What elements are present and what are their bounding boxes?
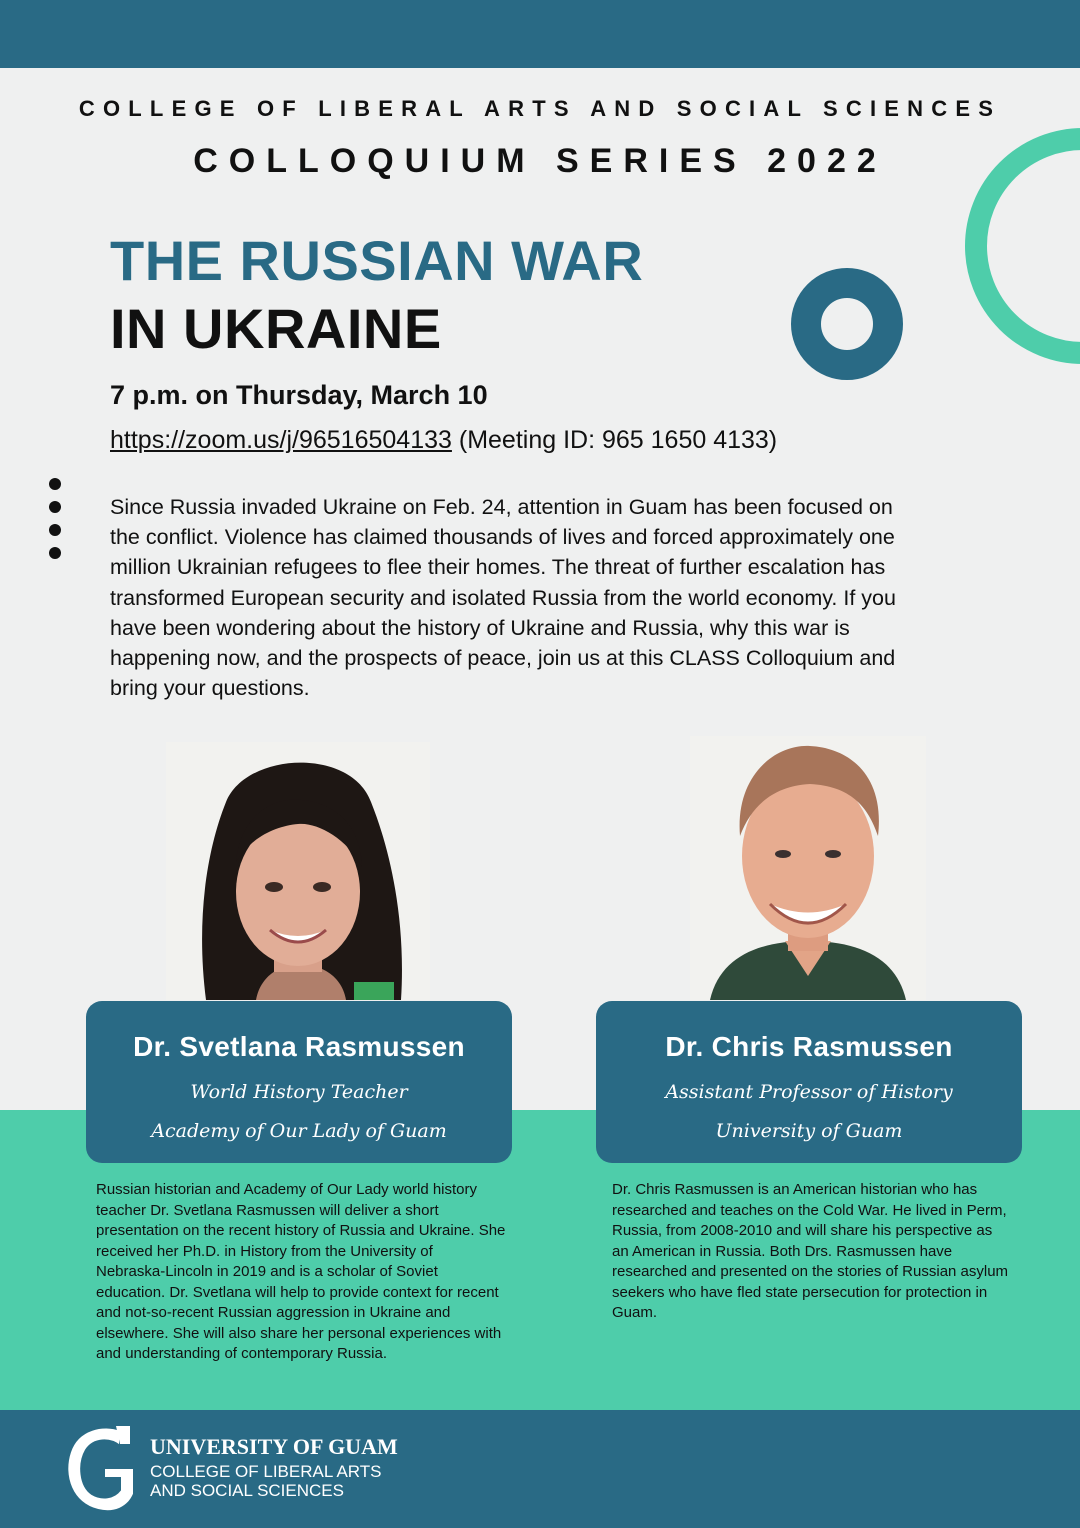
footer-college (150, 1462, 381, 1500)
speaker-name: Dr. Chris Rasmussen (665, 1031, 953, 1062)
speaker-photo-svetlana (166, 742, 430, 1000)
speaker-card-chris (596, 1001, 1022, 1163)
meeting-id: (Meeting ID: 965 1650 4133) (458, 426, 778, 454)
event-time: 7 p.m. on Thursday, March 10 (110, 380, 488, 410)
footer-college-line1: COLLEGE OF LIBERAL ARTS (150, 1462, 382, 1481)
speaker-bio-svetlana: Russian historian and Academy of Our Lady world history teacher Dr. Svetlana Rasmussen will deliver a short presentation on the recent history of Russia and Ukraine. She received her Ph.D. in History from the University of Nebraska-Lincoln in 2019 and is a scholar of Soviet education. Dr. Svetlana will help to provide context for recent and not-so-recent Russian aggression in Ukraine and elsewhere. She will also share her personal experiences with and understanding of contemporary Russia. (96, 1181, 506, 1362)
university-logo-icon (64, 1424, 138, 1519)
zoom-line (110, 426, 777, 455)
speaker-role-line2: University of Guam (715, 1120, 903, 1142)
speaker-card-svetlana (86, 1001, 512, 1163)
event-description: Since Russia invaded Ukraine on Feb. 24, attention in Guam has been focused on the conflict. Violence has claimed thousands of lives and forced approximately one million Ukrainian refugees to flee their homes. The threat of further escalation has transformed European security and isolated Russia from the world economy. If you have been wondering about the history of Ukraine and Russia, why this war is happening now, and the prospects of peace, join us at this CLASS Colloquium and bring your questions. (110, 495, 896, 701)
series-heading: COLLOQUIUM SERIES 2022 (193, 142, 887, 180)
speaker-role-line1: Assistant Professor of History (665, 1081, 953, 1103)
speaker-role-line2: Academy of Our Lady of Guam (151, 1120, 447, 1142)
speaker-role-line1: World History Teacher (190, 1081, 408, 1103)
top-bar (0, 0, 1080, 68)
college-heading: COLLEGE OF LIBERAL ARTS AND SOCIAL SCIENCES (78, 96, 1002, 121)
speaker-name: Dr. Svetlana Rasmussen (133, 1031, 465, 1062)
event-title-line1: THE RUSSIAN WAR (110, 229, 644, 292)
decorative-dots (49, 478, 61, 570)
zoom-link[interactable]: https://zoom.us/j/96516504133 (110, 426, 452, 454)
university-name: UNIVERSITY OF GUAM (150, 1434, 398, 1459)
decorative-ring-small (791, 268, 903, 380)
footer-college-line2: AND SOCIAL SCIENCES (150, 1481, 344, 1500)
speaker-role (86, 1073, 512, 1151)
speaker-photo-chris (690, 736, 926, 1000)
speaker-role (596, 1073, 1022, 1151)
event-title-line2: IN UKRAINE (110, 297, 442, 360)
speaker-bio-chris: Dr. Chris Rasmussen is an American historian who has researched and teaches on the Cold War. He lived in Perm, Russia, from 2008-2010 and will share his perspective as an American in Russia. Both Drs. Rasmussen have researched and presented on the stories of Russian asylum seekers who have fled state persecution for protection in Guam. (612, 1181, 1009, 1321)
